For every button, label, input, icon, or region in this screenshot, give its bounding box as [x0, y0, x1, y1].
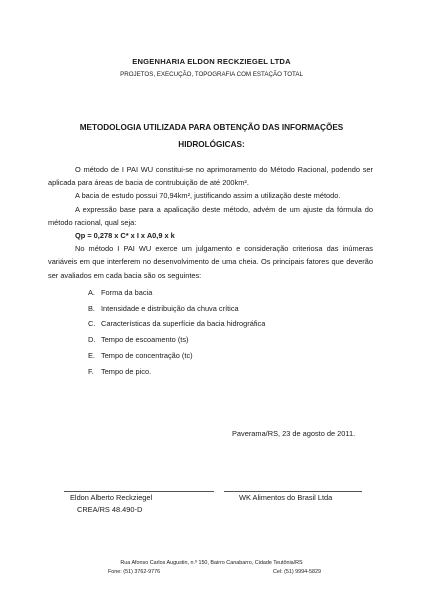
- factors-list: [48, 285, 373, 380]
- footer-address: Rua Afonso Carlos Augustin, n.º 150, Bairro Canabarro, Cidade Teutônia/RS: [120, 560, 303, 566]
- list-item: [88, 332, 373, 348]
- signatory-name: Eldon Alberto Reckziegel: [70, 493, 153, 502]
- document-body: [48, 163, 373, 380]
- list-item-text: Intensidade e distribuição da chuva crítica: [101, 303, 239, 313]
- company-services: PROJETOS, EXECUÇÃO, TOPOGRAFIA COM ESTAÇÃO TOTAL: [120, 71, 303, 78]
- list-item: [88, 348, 373, 364]
- list-item-letter: D.: [88, 335, 96, 345]
- client-name: WK Alimentos do Brasil Ltda: [239, 493, 333, 502]
- paragraph-factors-intro: No método I PAI WU exerce um julgamento e consideração criteriosa das inúmeras variáveis em que interferem no desenvolvimento de uma cheia. Os principais fatores que deverão ser avaliados em cada bacia são os seguintes:: [48, 244, 373, 280]
- list-item-letter: A.: [88, 287, 95, 297]
- paragraph-formula-intro: A expressão base para a apalicação deste método, advém de um ajuste da fórmula do método racional, qual seja:: [48, 204, 373, 227]
- list-item-letter: F.: [88, 366, 94, 376]
- signatory-registration: CREA/RS 48.490-D: [77, 505, 143, 514]
- document-title: METODOLOGIA UTILIZADA PARA OBTENÇÃO DAS INFORMAÇÕES HIDROLÓGICAS:: [79, 123, 344, 149]
- place-and-date: Paverama/RS, 23 de agosto de 2011.: [232, 429, 356, 438]
- list-item: [88, 301, 373, 317]
- list-item-text: Tempo de concentração (tc): [101, 351, 193, 361]
- list-item-text: Forma da bacia: [101, 287, 153, 297]
- signature-line-left: [64, 491, 214, 492]
- list-item-text: Tempo de pico.: [101, 366, 152, 376]
- list-item: [88, 285, 373, 301]
- list-item-text: Características da superfície da bacia hidrográfica: [101, 319, 266, 329]
- list-item-text: Tempo de escoamento (ts): [101, 335, 189, 345]
- signature-line-right: [224, 491, 362, 492]
- footer-phone: Fone: (51) 3762-9776: [108, 569, 161, 575]
- list-item-letter: B.: [88, 303, 95, 313]
- paragraph-method-intro: O método de I PAI WU constitui-se no aprimoramento do Método Racional, podendo ser aplicada para áreas de bacia de contrubuição de até 200km².: [48, 165, 373, 188]
- list-item: [88, 316, 373, 332]
- list-item: [88, 364, 373, 380]
- company-name: ENGENHARIA ELDON RECKZIEGEL LTDA: [132, 57, 291, 66]
- list-item-letter: E.: [88, 351, 95, 361]
- formula: Qp = 0,278 x C* x I x A0,9 x k: [75, 231, 175, 241]
- paragraph-basin-area: A bacia de estudo possui 70,94km², justificando assim a utilização deste método.: [75, 191, 341, 201]
- footer-cell: Cel: (51) 9994-5829: [273, 569, 321, 575]
- list-item-letter: C.: [88, 319, 96, 329]
